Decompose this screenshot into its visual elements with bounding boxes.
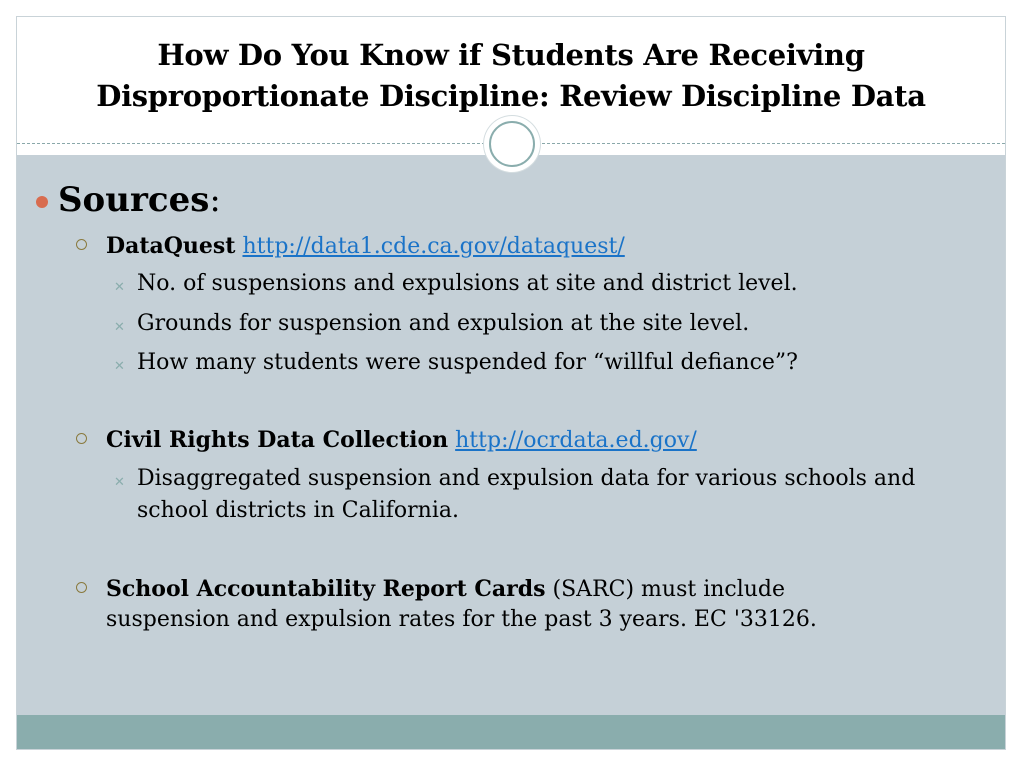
crdc-bullet-1: [114, 463, 974, 527]
bullet-dot-icon: [36, 196, 48, 208]
crdc-bullet-1-text: Disaggregated suspension and expulsion data for various schools and school districts in California.: [137, 466, 916, 523]
dataquest-link[interactable]: http://data1.cde.ca.gov/dataquest/: [242, 234, 625, 259]
footer-band: [17, 715, 1005, 750]
title-line-2: Disproportionate Discipline: Review Discipline Data: [96, 79, 926, 113]
sources-heading: [36, 180, 221, 220]
crdc-item: [76, 425, 976, 456]
sources-heading-text: Sources: [58, 180, 210, 220]
hollow-circle-bullet-icon: [76, 239, 87, 250]
sources-colon: :: [209, 180, 221, 220]
dataquest-item: [76, 231, 976, 262]
sarc-item: [76, 574, 876, 635]
sarc-label: School Accountability Report Cards: [106, 576, 546, 602]
dataquest-label: DataQuest: [106, 233, 236, 259]
dataquest-bullet-3-text: How many students were suspended for “willful defiance”?: [137, 350, 798, 375]
x-bullet-icon: ✕: [114, 475, 125, 490]
crdc-label: Civil Rights Data Collection: [106, 427, 449, 453]
hollow-circle-bullet-icon: [76, 582, 87, 593]
dataquest-bullet-2: [114, 308, 974, 340]
x-bullet-icon: ✕: [114, 280, 125, 295]
crdc-link[interactable]: http://ocrdata.ed.gov/: [455, 428, 697, 453]
divider-circle-inner: [489, 121, 535, 167]
dataquest-bullet-3: [114, 347, 974, 379]
divider-circle-icon: [484, 116, 540, 172]
sarc-text: (SARC) must include suspension and expulsion rates for the past 3 years. EC '33126.: [106, 577, 817, 632]
hollow-circle-bullet-icon: [76, 433, 87, 444]
title-line-1: How Do You Know if Students Are Receiving: [157, 38, 865, 72]
dataquest-bullet-1-text: No. of suspensions and expulsions at site and district level.: [137, 271, 798, 296]
x-bullet-icon: ✕: [114, 320, 125, 335]
dataquest-bullet-1: [114, 268, 974, 300]
slide-title: [17, 35, 1005, 117]
x-bullet-icon: ✕: [114, 359, 125, 374]
slide-frame: [16, 16, 1006, 750]
dataquest-bullet-2-text: Grounds for suspension and expulsion at the site level.: [137, 311, 750, 336]
